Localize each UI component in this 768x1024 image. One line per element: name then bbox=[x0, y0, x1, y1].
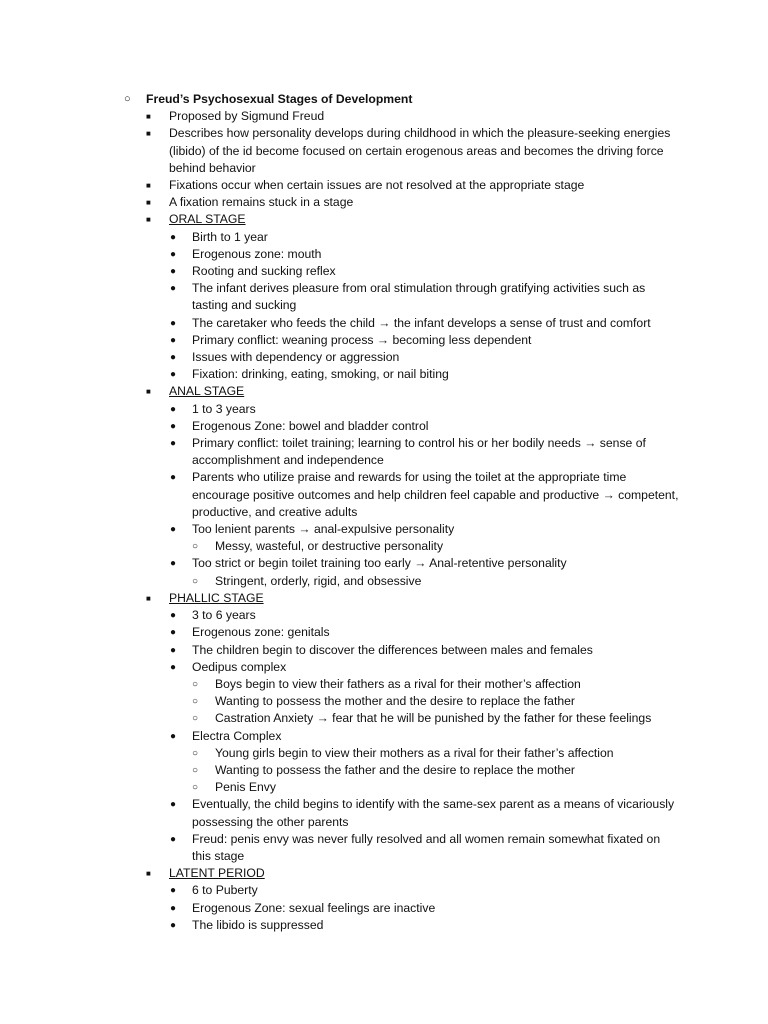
bullet-icon: ● bbox=[170, 644, 177, 656]
intro-text: A fixation remains stuck in a stage bbox=[169, 195, 354, 210]
list-item bbox=[0, 435, 679, 469]
section-heading-oral bbox=[0, 211, 679, 228]
heading-text: ORAL STAGE bbox=[169, 212, 246, 227]
square-bullet-icon: ■ bbox=[146, 112, 151, 122]
bullet-icon: ● bbox=[170, 334, 177, 346]
item-text: Fixation: drinking, eating, smoking, or nail biting bbox=[192, 367, 449, 382]
item-text: Erogenous zone: genitals bbox=[192, 625, 330, 640]
list-item bbox=[0, 659, 679, 676]
list-item bbox=[0, 366, 679, 383]
heading-text: LATENT PERIOD bbox=[169, 866, 265, 881]
bullet-icon: ● bbox=[170, 661, 177, 673]
item-text: Boys begin to view their fathers as a rival for their mother’s affection bbox=[215, 676, 581, 691]
list-item bbox=[0, 401, 679, 418]
square-bullet-icon: ■ bbox=[146, 593, 151, 603]
list-item bbox=[0, 194, 679, 211]
square-bullet-icon: ■ bbox=[146, 198, 151, 208]
item-text: Freud: penis envy was never fully resolved and all women remain somewhat fixated on this stage bbox=[192, 831, 661, 863]
list-item bbox=[0, 125, 679, 177]
sub-list-item bbox=[0, 779, 679, 796]
bullet-icon: ● bbox=[170, 610, 177, 622]
item-text: Primary conflict: weaning process → becoming less dependent bbox=[192, 332, 532, 347]
item-text: Eventually, the child begins to identify with the same-sex parent as a means of vicariously possessing the other parents bbox=[192, 797, 675, 829]
item-text: The children begin to discover the differences between males and females bbox=[192, 642, 593, 657]
sub-list-item bbox=[0, 710, 679, 727]
bullet-icon: ● bbox=[170, 352, 177, 364]
list-item bbox=[0, 882, 679, 899]
item-text: Primary conflict: toilet training; learning to control his or her bodily needs → sense of accomplishment and independence bbox=[192, 436, 646, 468]
list-item bbox=[0, 108, 679, 125]
item-text: Parents who utilize praise and rewards for using the toilet at the appropriate time encourage positive outcomes and help children feel capable and productive → competent, productive, and creative adults bbox=[192, 470, 679, 519]
list-item bbox=[0, 418, 679, 435]
document-body bbox=[0, 91, 768, 934]
list-item bbox=[0, 624, 679, 641]
list-item bbox=[0, 263, 679, 280]
list-item bbox=[0, 607, 679, 624]
item-text: Birth to 1 year bbox=[192, 229, 268, 244]
outline-item-title bbox=[0, 91, 768, 108]
intro-text: Proposed by Sigmund Freud bbox=[169, 109, 325, 124]
item-text: Oedipus complex bbox=[192, 659, 287, 674]
bullet-icon: ● bbox=[170, 317, 177, 329]
bullet-icon: ● bbox=[170, 283, 177, 295]
list-item bbox=[0, 246, 679, 263]
hollow-circle-bullet-icon: ○ bbox=[192, 678, 199, 690]
section-heading-phallic bbox=[0, 590, 679, 607]
bullet-icon: ● bbox=[170, 369, 177, 381]
hollow-circle-bullet-icon: ○ bbox=[124, 93, 131, 105]
item-text: Penis Envy bbox=[215, 780, 276, 795]
item-text: Wanting to possess the mother and the desire to replace the father bbox=[215, 694, 575, 709]
square-bullet-icon: ■ bbox=[146, 181, 151, 191]
bullet-icon: ● bbox=[170, 231, 177, 243]
item-text: Rooting and sucking reflex bbox=[192, 264, 336, 279]
item-text: Erogenous Zone: bowel and bladder control bbox=[192, 418, 429, 433]
bullet-icon: ● bbox=[170, 420, 177, 432]
hollow-circle-bullet-icon: ○ bbox=[192, 696, 199, 708]
square-bullet-icon: ■ bbox=[146, 129, 151, 139]
item-text: 6 to Puberty bbox=[192, 883, 258, 898]
hollow-circle-bullet-icon: ○ bbox=[192, 541, 199, 553]
square-bullet-icon: ■ bbox=[146, 387, 151, 397]
item-text: The caretaker who feeds the child → the infant develops a sense of trust and comfort bbox=[192, 315, 651, 330]
item-text: Castration Anxiety → fear that he will be punished by the father for these feelings bbox=[215, 711, 652, 726]
list-item bbox=[0, 917, 679, 934]
list-item bbox=[0, 796, 679, 830]
list-item bbox=[0, 521, 679, 538]
square-bullet-icon: ■ bbox=[146, 869, 151, 879]
list-item bbox=[0, 469, 679, 521]
list-item bbox=[0, 229, 679, 246]
bullet-icon: ● bbox=[170, 799, 177, 811]
list-item bbox=[0, 831, 679, 865]
item-text: Erogenous Zone: sexual feelings are inactive bbox=[192, 900, 436, 915]
square-bullet-icon: ■ bbox=[146, 215, 151, 225]
list-item bbox=[0, 728, 679, 745]
intro-text: Describes how personality develops during childhood in which the pleasure-seeking energies (libido) of the id become focused on certain erogenous areas and becomes the driving force behind behavior bbox=[169, 126, 671, 175]
bullet-icon: ● bbox=[170, 524, 177, 536]
sub-list-item bbox=[0, 573, 679, 590]
item-text: Electra Complex bbox=[192, 728, 282, 743]
bullet-icon: ● bbox=[170, 885, 177, 897]
sub-list-item bbox=[0, 693, 679, 710]
sub-list-item bbox=[0, 762, 679, 779]
list-item bbox=[0, 315, 679, 332]
item-text: Erogenous zone: mouth bbox=[192, 246, 322, 261]
bullet-icon: ● bbox=[170, 403, 177, 415]
bullet-icon: ● bbox=[170, 558, 177, 570]
item-text: 3 to 6 years bbox=[192, 608, 256, 623]
section-heading-anal bbox=[0, 383, 679, 400]
document-title: Freud’s Psychosexual Stages of Development bbox=[146, 92, 413, 106]
item-text: Too strict or begin toilet training too early → Anal-retentive personality bbox=[192, 556, 567, 571]
list-item bbox=[0, 349, 679, 366]
sub-list-item bbox=[0, 745, 679, 762]
heading-text: PHALLIC STAGE bbox=[169, 590, 264, 605]
list-item bbox=[0, 332, 679, 349]
bullet-icon: ● bbox=[170, 730, 177, 742]
item-text: The infant derives pleasure from oral stimulation through gratifying activities such as tasting and sucking bbox=[192, 281, 646, 313]
item-text: 1 to 3 years bbox=[192, 401, 256, 416]
bullet-icon: ● bbox=[170, 266, 177, 278]
intro-text: Fixations occur when certain issues are not resolved at the appropriate stage bbox=[169, 178, 585, 193]
list-item bbox=[0, 555, 679, 572]
bullet-icon: ● bbox=[170, 919, 177, 931]
item-text: Wanting to possess the father and the desire to replace the mother bbox=[215, 762, 575, 777]
item-text: The libido is suppressed bbox=[192, 917, 324, 932]
item-text: Young girls begin to view their mothers as a rival for their father’s affection bbox=[215, 745, 614, 760]
list-item bbox=[0, 642, 679, 659]
bullet-icon: ● bbox=[170, 902, 177, 914]
bullet-icon: ● bbox=[170, 472, 177, 484]
hollow-circle-bullet-icon: ○ bbox=[192, 782, 199, 794]
list-item bbox=[0, 280, 679, 314]
bullet-icon: ● bbox=[170, 438, 177, 450]
item-text: Issues with dependency or aggression bbox=[192, 350, 400, 365]
hollow-circle-bullet-icon: ○ bbox=[192, 713, 199, 725]
outline-list bbox=[0, 91, 768, 934]
list-item bbox=[0, 900, 679, 917]
bullet-icon: ● bbox=[170, 248, 177, 260]
item-text: Too lenient parents → anal-expulsive personality bbox=[192, 522, 455, 537]
section-heading-latent bbox=[0, 865, 679, 882]
bullet-icon: ● bbox=[170, 833, 177, 845]
hollow-circle-bullet-icon: ○ bbox=[192, 747, 199, 759]
heading-text: ANAL STAGE bbox=[169, 384, 245, 399]
item-text: Messy, wasteful, or destructive personality bbox=[215, 539, 444, 554]
list-item bbox=[0, 177, 679, 194]
bullet-icon: ● bbox=[170, 627, 177, 639]
sub-list-item bbox=[0, 538, 679, 555]
sub-list-item bbox=[0, 676, 679, 693]
item-text: Stringent, orderly, rigid, and obsessive bbox=[215, 573, 422, 588]
hollow-circle-bullet-icon: ○ bbox=[192, 764, 199, 776]
hollow-circle-bullet-icon: ○ bbox=[192, 575, 199, 587]
